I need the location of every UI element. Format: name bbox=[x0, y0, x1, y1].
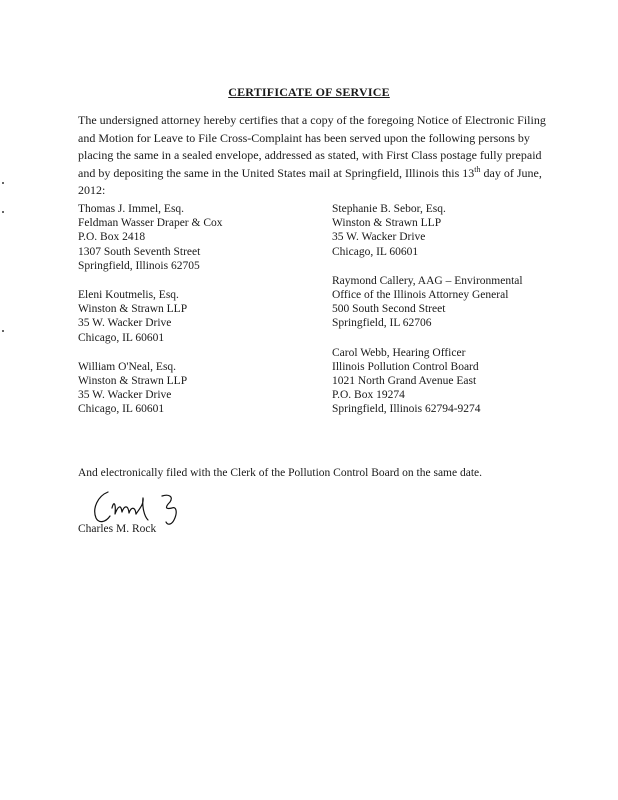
address-line: 1021 North Grand Avenue East bbox=[332, 375, 477, 388]
certificate-paragraph bbox=[78, 112, 546, 200]
address-line: Chicago, IL 60601 bbox=[78, 331, 165, 344]
recipient-address-block bbox=[332, 274, 572, 331]
address-line: William O'Neal, Esq. bbox=[78, 360, 177, 373]
address-line: Office of the Illinois Attorney General bbox=[332, 289, 509, 302]
address-line: Raymond Callery, AAG – Environmental bbox=[332, 274, 523, 287]
address-line: Winston & Strawn LLP bbox=[332, 217, 442, 230]
margin-mark bbox=[2, 211, 4, 213]
address-line: Thomas J. Immel, Esq. bbox=[78, 203, 185, 215]
address-line: 35 W. Wacker Drive bbox=[78, 389, 172, 402]
paragraph-text-after: day of June, 2012: bbox=[78, 165, 542, 197]
address-line: Springfield, IL 62706 bbox=[332, 317, 432, 330]
signer-name: Charles M. Rock bbox=[78, 523, 157, 535]
address-line: Springfield, Illinois 62794-9274 bbox=[332, 403, 481, 416]
address-line: 35 W. Wacker Drive bbox=[332, 231, 426, 244]
address-line: Winston & Strawn LLP bbox=[78, 303, 188, 316]
recipient-address-block bbox=[78, 202, 318, 273]
address-line: Chicago, IL 60601 bbox=[332, 245, 419, 258]
address-line: P.O. Box 19274 bbox=[332, 389, 405, 402]
service-list-left-column bbox=[78, 202, 318, 432]
address-line: Feldman Wasser Draper & Cox bbox=[78, 217, 223, 230]
address-line: 1307 South Seventh Street bbox=[78, 245, 201, 258]
address-line: Chicago, IL 60601 bbox=[78, 403, 165, 416]
margin-mark bbox=[2, 330, 4, 332]
address-line: Stephanie B. Sebor, Esq. bbox=[332, 203, 446, 215]
recipient-address-block bbox=[78, 288, 318, 345]
address-line: Eleni Koutmelis, Esq. bbox=[78, 289, 179, 302]
document-title: CERTIFICATE OF SERVICE bbox=[228, 85, 390, 99]
paragraph-text-before: The undersigned attorney hereby certifies that a copy of the foregoing Notice of Electronic Filing and Motion for Leave to File Cross-Complaint has been served upon the following persons by placing the same in a sealed envelope, addressed as stated, with First Class postage fully prepaid and by depositing the same in the United States mail at Springfield, Illinois this 13 bbox=[78, 113, 546, 180]
address-line: Springfield, Illinois 62705 bbox=[78, 259, 200, 272]
address-line: Carol Webb, Hearing Officer bbox=[332, 346, 466, 359]
service-list-right-column bbox=[332, 202, 572, 432]
closing-statement: And electronically filed with the Clerk of the Pollution Control Board on the same date. bbox=[78, 467, 483, 479]
recipient-address-block bbox=[332, 346, 572, 417]
recipient-address-block bbox=[332, 202, 572, 259]
address-line: P.O. Box 2418 bbox=[78, 231, 146, 244]
margin-mark bbox=[2, 182, 4, 184]
address-line: 500 South Second Street bbox=[332, 303, 446, 316]
address-line: Illinois Pollution Control Board bbox=[332, 360, 479, 373]
recipient-address-block bbox=[78, 360, 318, 417]
address-line: Winston & Strawn LLP bbox=[78, 375, 188, 388]
day-ordinal-superscript: th bbox=[474, 164, 481, 174]
address-line: 35 W. Wacker Drive bbox=[78, 317, 172, 330]
